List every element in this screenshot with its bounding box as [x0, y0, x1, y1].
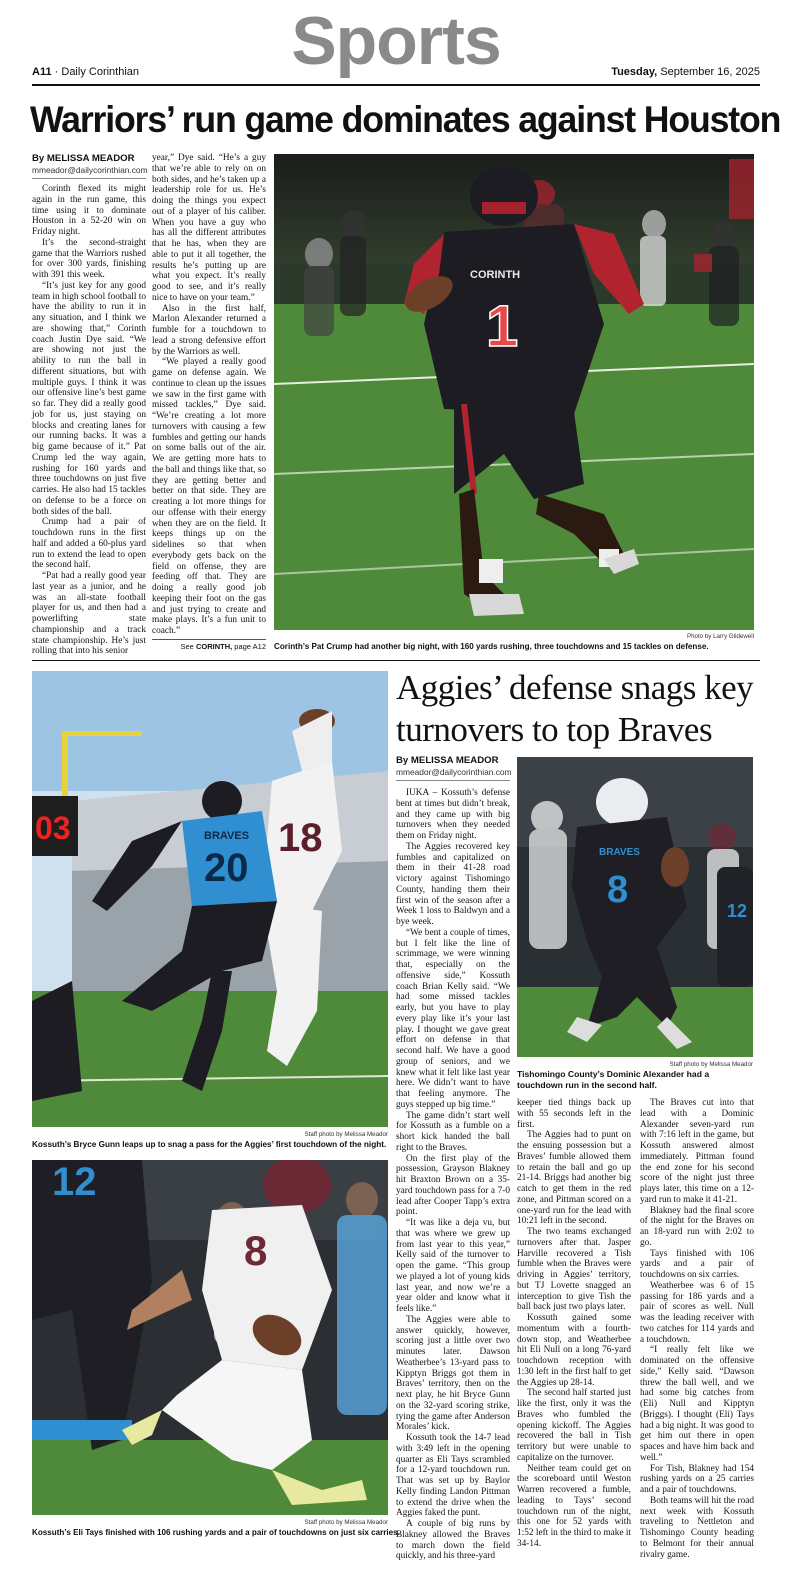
masthead-rule: [32, 84, 760, 86]
paragraph: Neither team could get on the scoreboard until Weston Warren recovered a fumble, leading to Tays’ second touchdown run of the night, this one for 52 yards with 1:52 left in the third to make it 34-14.: [517, 1463, 631, 1549]
story1-email: mmeador@dailycorinthian.com: [32, 165, 146, 179]
story2-headline: [396, 667, 766, 751]
section-divider: [32, 660, 760, 661]
gunn-photo-credit: Staff photo by Melissa Meador: [304, 1131, 388, 1138]
separator: ·: [54, 66, 59, 78]
crump-photo: [274, 154, 754, 630]
gunn-jersey-text: BRAVES: [204, 830, 250, 842]
paragraph: Corinth flexed its might again in the run game, this time using it to dominate Houston in a 52-20 win on Friday night.: [32, 184, 146, 237]
paragraph: Blakney had the final score of the night for the Braves on an 18-yard run with 2:02 to go.: [640, 1205, 754, 1248]
paragraph: The Aggies recovered key fumbles and capitalized on them in their 41-28 road victory against Tishomingo County, handing them their first win of the season after a Week 1 loss to Baldwyn and a bye week.: [396, 841, 510, 927]
paragraph: For Tish, Blakney had 154 rushing yards on a 25 carries and a pair of touchdowns.: [640, 1463, 754, 1495]
paragraph: Tays finished with 106 yards and a pair of touchdowns on six carries.: [640, 1248, 754, 1280]
paragraph: The Braves cut into that lead with a Dominic Alexander seven-yard run with 7:16 left in the game, but Kossuth answered almost immediately. Pittman found the end zone for his second score of the night just three plays later, this time on a 12-yard run to make it 41-21.: [640, 1098, 754, 1205]
gunn-white-jersey: 18: [278, 816, 323, 860]
jump-rule: [152, 639, 266, 640]
story1-column-2: [152, 153, 266, 637]
alexander-side-jersey: 12: [727, 901, 748, 921]
paragraph: “We bent a couple of times, but I felt like the line of scrimmage, we were winning that, especially on the offensive side,” Kossuth coach Brian Kelly said. “We had some missed tackles early, but you have to play every play like it’s your last play. I thought we gave great effort on defense in that second half. We have a good group of seniors, and we knew what it felt like last year here. We didn’t want to have that feeling anymore. The guys stepped up big time.”: [396, 927, 510, 1110]
tays-blue-jersey: 12: [52, 1160, 97, 1204]
story2-email: mmeador@dailycorinthian.com: [396, 767, 510, 781]
tays-photo: [32, 1160, 388, 1515]
crump-jersey-number: 1: [486, 294, 519, 359]
story2-column-c: [640, 1098, 754, 1560]
paragraph: “We played a really good game on defense again. We continue to clean up the issues we saw in the first game with missed tackles,” Dye said. “We’re creating a lot more turnovers with causing a few fumbles and getting our hands on some balls out of the air. We are getting more hats to the ball and things like that, so they are getting better and better on that side. They are creating a lot more things for our offense with their energy when they are on the field. It keeps things up on the sidelines so that when everybody gets back on the field on offense, they are feeding off that. They are doing a really good job keeping their foot on the gas and just trying to create and make plays. It’s a fun unit to coach.”: [152, 357, 266, 636]
story2-byline-block: [396, 755, 510, 781]
gunn-cutline: Kossuth’s Bryce Gunn leaps up to snag a pass for the Aggies’ first touchdown of the night.: [32, 1140, 387, 1149]
date: September 16, 2025: [660, 66, 760, 78]
page-number: A11: [32, 66, 52, 78]
paragraph: A couple of big runs by Blakney allowed the Braves to march down the field quickly, and his three-yard: [396, 1519, 510, 1562]
alexander-photo: [517, 757, 753, 1057]
jump-prefix: See: [180, 642, 194, 651]
jump-page: page A12: [234, 642, 266, 651]
tays-jersey-number: 8: [244, 1227, 268, 1274]
crump-cutline: Corinth’s Pat Crump had another big night, with 160 yards rushing, three touchdowns and 15 tackles on defense.: [274, 642, 709, 651]
paragraph: Crump had a pair of touchdown runs in the first half and added a 60-plus yard run to extend the lead to open the second half.: [32, 517, 146, 571]
paragraph: “It’s just key for any good team in high school football to have the ability to run it in any situation, and I think we are showing that,” Corinth coach Justin Dye said. “We are showing not just the ability to run the ball in different situations, but with multiple guys. I think it was our offensive line’s best game so far. They did a really good job for us, just staying on blocks and creating lanes for our running backs. It was a big game because of it.” Pat Crump led the way again, rushing for 160 yards and three touchdowns on just five carries. He also had 15 tackles on defense to be a force on both sides of the ball.: [32, 280, 146, 517]
paragraph: Weatherbee was 6 of 15 passing for 186 yards and a pair of scores as well. Null was the leading receiver with two catches for 114 yards and a touchdown.: [640, 1280, 754, 1345]
alexander-jersey-text: BRAVES: [599, 847, 640, 858]
paragraph: Also in the first half, Marlon Alexander returned a fumble for a touchdown to lead a strong defensive effort by the Warriors as well.: [152, 303, 266, 357]
alexander-cutline: Tishomingo County’s Dominic Alexander had a touchdown run in the second half.: [517, 1069, 710, 1090]
story1-column-1: [32, 184, 146, 657]
paragraph: Both teams will hit the road next week with Kossuth traveling to Nettleton and Tishomingo County heading to Belmont for their annual rivalry game.: [640, 1495, 754, 1560]
story1-headline: Warriors’ run game dominates against Houston: [30, 98, 781, 140]
crump-photo-credit: Photo by Larry Glidewell: [686, 633, 754, 640]
story1-byline: By MELISSA MEADOR: [32, 153, 135, 164]
gunn-blue-jersey: 20: [204, 846, 249, 890]
tays-cutline: Kossuth’s Eli Tays finished with 106 rushing yards and a pair of touchdowns on just six carries.: [32, 1528, 400, 1537]
paragraph: The second half started just like the first, only it was the Braves who fumbled the opening kickoff. The Aggies recovered the ball in Tish territory but were unable to capitalize on the turnover.: [517, 1388, 631, 1463]
paragraph: “Pat had a really good year last year as a junior, and he was an all-state football player for us, and then had a powerlifting state championship and a track state championship. He’s just rolling that into his senior: [32, 571, 146, 657]
section-title: Sports: [291, 3, 501, 79]
story1-byline-block: [32, 153, 146, 179]
issue-date: [611, 66, 760, 78]
paragraph: Kossuth gained some momentum with a fourth-down stop, and Weatherbee hit Eli Null on a long 76-yard touchdown reception with 1:30 left in the first half to get the Aggies up 28-14.: [517, 1313, 631, 1388]
story2-column-b: [517, 1098, 631, 1550]
paragraph: “I really felt like we dominated on the offensive side,” Kelly said. “Dawson threw the ball well, and we had some big catches from (Eli) Null and Kipptyn (Briggs). I thought (Eli) Tays had a big night. It was good to get him out there in open spaces and have him back and well.”: [640, 1345, 754, 1463]
alexander-photo-credit: Staff photo by Melissa Meador: [669, 1061, 753, 1068]
paragraph: IUKA – Kossuth’s defense bent at times but didn’t break, and they came up with big turnovers when they needed them on Friday night.: [396, 788, 510, 841]
paragraph: The Aggies had to punt on the ensuing possession but a Braves’ fumble allowed them to retain the ball and go up 21-14. Briggs had another big catch to get them in the red zone, and Pittman scored on a one-yard run for the lead with 10:21 left in the second.: [517, 1130, 631, 1227]
tays-photo-credit: Staff photo by Melissa Meador: [304, 1519, 388, 1526]
paragraph: The game didn’t start well for Kossuth as a fumble on a short kick handed the ball right to the Braves.: [396, 1110, 510, 1153]
paper-name: Daily Corinthian: [61, 66, 140, 78]
paragraph: It’s the second-straight game that the Warriors rushed for over 300 yards, finishing with 391 this week.: [32, 237, 146, 280]
alexander-jersey-number: 8: [607, 869, 629, 911]
paragraph: On the first play of the possession, Grayson Blakney hit Braxton Brown on a 35-yard touchdown pass for a 7-0 lead after Cooper Tapp’s extra point.: [396, 1153, 510, 1218]
gunn-photo: [32, 671, 388, 1127]
paragraph: year,” Dye said. “He’s a guy that we’re able to rely on on both sides, and he’s taken up a leadership role for us. He’s doing the things you expect out of a player of his caliber. When you have a guy who has all the different attributes that he has, when they are able to put it all together, the results he’s putting up are what you expect. It’s really good to see, and it’s really nice to have on your team.”: [152, 153, 266, 303]
jump-target: CORINTH,: [195, 642, 233, 651]
paragraph: “It was like a deja vu, but that was where we grew up from last year to this year,” Kelly said of the turnover to open the game. “This group we played a lot of young kids last year, and now we’re a year older and know what it feels like.”: [396, 1218, 510, 1314]
jump-line[interactable]: [152, 642, 266, 651]
crump-jersey-text: CORINTH: [470, 269, 521, 281]
paragraph: Kossuth took the 14-7 lead with 3:49 left in the opening quarter as Eli Tays scrambled for a 12-yard touchdown run. That was set up by Baylor Kelly finding Landon Pittman to extend the drive when the Aggies faked the punt.: [396, 1433, 510, 1519]
paragraph: The two teams exchanged turnovers after that. Jasper Harville recovered a Tish fumble when the Braves were driving in Aggies’ territory, but TJ Lovette snagged an interception to give Tish the ball back just two plays later.: [517, 1227, 631, 1313]
story2-byline: By MELISSA MEADOR: [396, 755, 499, 766]
paragraph: keeper tied things back up with 55 seconds left in the first.: [517, 1098, 631, 1130]
story2-headline-line-2: turnovers to top Braves: [396, 710, 713, 749]
story2-column-a: [396, 788, 510, 1562]
paragraph: The Aggies were able to answer quickly, however, scoring just a little over two minutes later. Dawson Weatherbee’s 13-yard pass to Kipptyn Briggs got them in Braves’ territory, then on the next play, he hit Bryce Gunn on the 32-yard scoring strike, tying the game after Anderson Morales’ kick.: [396, 1314, 510, 1433]
story2-headline-line-1: Aggies’ defense snags key: [396, 668, 754, 707]
scoreboard-digits: 03: [35, 810, 71, 846]
weekday: Tuesday,: [611, 66, 658, 78]
